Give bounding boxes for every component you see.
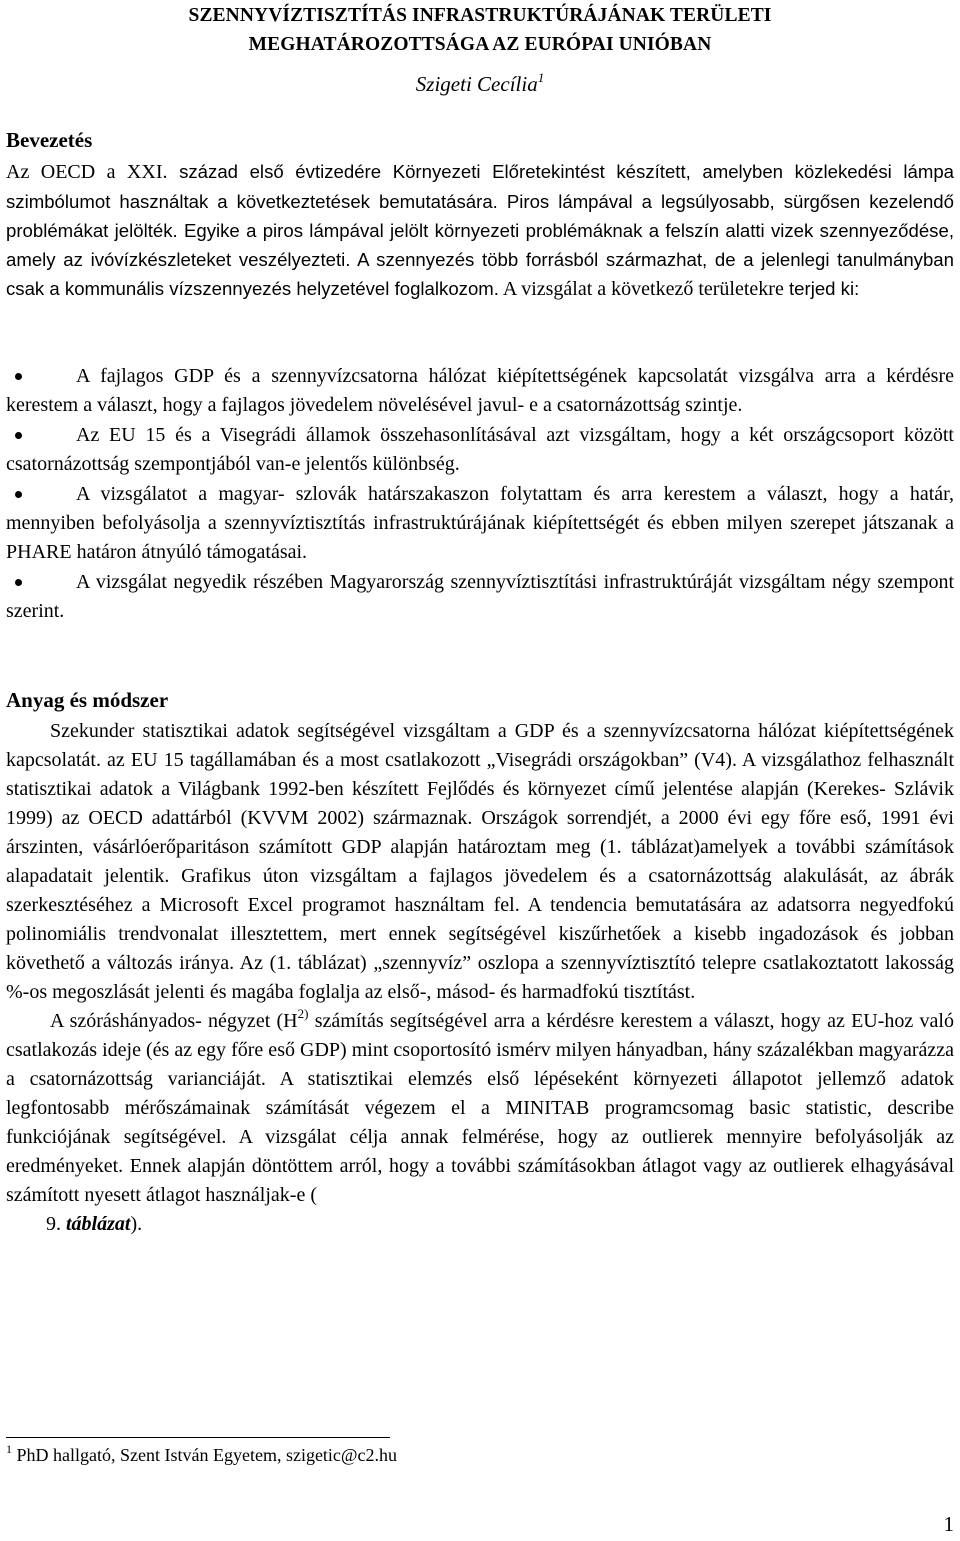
methods-paragraph-3: 9. táblázat).	[46, 1213, 143, 1235]
methods-body	[6, 717, 954, 1239]
intro-body: század első évtizedére Környezeti Előretekintést készített, amelyben közlekedési lámpa szimbólumot használtak a következtetések bemutatására. Piros lámpával a legsúlyosabb, sürgősen kezelendő problémákat jelölték. Egyike a piros lámpával jelölt környezeti problémáknak a felszín alatti vizek szennyeződése, amely az ivóvízkészleteket veszélyezteti. A szennyezés több forrásból származhat, de a jelenlegi tanulmányban csak a kommunális vízszennyezés helyzetével foglalkozom.	[6, 161, 954, 299]
superscript: 2)	[297, 1006, 309, 1021]
footnote	[6, 1442, 397, 1466]
bullet-text: A vizsgálat negyedik részében Magyarország szennyvíztisztítási infrastruktúráját vizsgáltam négy szempont szerint.	[6, 571, 954, 622]
bullet-icon	[15, 491, 22, 498]
title-line-2: MEGHATÁROZOTTSÁGA AZ EURÓPAI UNIÓBAN	[248, 34, 712, 55]
title-line-1: SZENNYVÍZTISZTÍTÁS INFRASTRUKTÚRÁJÁNAK TERÜLETI	[188, 5, 772, 26]
bullet-text: Az EU 15 és a Visegrádi államok összehasonlításával azt vizsgáltam, hogy a két országcsoport között csatornázottság szempontjából van-e jelentős különbség.	[6, 424, 954, 475]
author-name: Szigeti Cecília	[415, 72, 538, 96]
methods-paragraph-1: Szekunder statisztikai adatok segítségével vizsgáltam a GDP és a szennyvízcsatorna hálózat kiépítettségének kapcsolatát. az EU 15 tagállamában és a most csatlakozott „Visegrádi országokban” (V4). A vizsgálathoz felhasznált statisztikai adatok a Világbank 1992-ben készített Fejlődés és környezet című jelentése alapján (Kerekes- Szlávik 1999) az OECD adattárból (KVVM 2002) származnak. Országok sorrendjét, a 2000 évi egy főre eső, 1991 évi árszinten, vásárlóerőparitáson számított GDP alapján határoztam meg (1. táblázat)amelyek a további számítások alapadatait jelentik. Grafikus úton vizsgáltam a fajlagos jövedelem és a csatornázottság alakulását, az ábrák szerkesztéséhez a Microsoft Excel programot használtam fel. A tendencia bemutatására az adatsorra negyedfokú polinomiális trendvonalat illesztettem, mert ennek segítségével kiszűrhetőek a kisebb ingadozások és jobban követhető a változás iránya. Az (1. táblázat) „szennyvíz” oszlopa a szennyvíztisztító telepre csatlakoztatott lakosság %-os megoszlását jelenti és magába foglalja az első-, másod- és harmadfokú tisztítást.	[6, 720, 954, 1003]
author-footnote-mark: 1	[537, 70, 545, 85]
bullet-text: A vizsgálatot a magyar- szlovák határszakaszon folytattam és arra kerestem a választ, hogy a határ, mennyiben befolyásolja a szennyvíztisztítás infrastruktúrájának kiépítettségét és ebben milyen szerepet játszanak a PHARE határon átnyúló támogatásai.	[6, 483, 954, 563]
bullet-icon	[15, 373, 22, 380]
table-reference: táblázat	[66, 1213, 131, 1235]
list-item	[6, 362, 954, 420]
footnote-mark: 1	[6, 1442, 12, 1456]
intro-end: terjed ki:	[783, 278, 860, 299]
bullet-icon	[15, 432, 22, 439]
scope-bullet-list	[6, 362, 954, 627]
bullet-text: A fajlagos GDP és a szennyvízcsatorna hálózat kiépítettségének kapcsolatát vizsgálva arra a kérdésre kerestem a választ, hogy a fajlagos jövedelem növelésével javul- e a csatornázottság szintje.	[6, 365, 954, 416]
footnote-text: PhD hallgató, Szent István Egyetem, szigetic@c2.hu	[12, 1445, 397, 1465]
author-line	[0, 72, 960, 97]
footnote-divider	[6, 1437, 390, 1438]
bullet-icon	[15, 579, 22, 586]
list-item	[6, 480, 954, 567]
page-number: 1	[943, 1512, 954, 1536]
list-item	[6, 421, 954, 479]
methods-paragraph-2: A szóráshányados- négyzet ($H^{2)}$ számítás segítségével arra a kérdésre kerestem a választ, hogy az EU-hoz való csatlakozás ideje (és az egy főre eső GDP) mint csoportosító ismérv milyen hányadban, hány százalékban magyarázza a csatornázottság varianciáját. A statisztikai elemzés első lépéseként környezeti állapotot jellemző adatok legfontosabb mérőszámainak számítását végezem el a MINITAB programcsomag basic statistic, describe funkciójának segítségével. A vizsgálat célja annak felmérése, hogy az outlierek mennyire befolyásolják az eredményeket. Ennek alapján döntöttem arról, hogy a további számításokban átlagot vagy az outlierek elhagyásával számított nyesett átlagot használjak-e (	[6, 1006, 954, 1206]
section-heading-introduction: Bevezetés	[6, 128, 93, 152]
intro-lead: Az OECD a XXI.	[6, 161, 168, 183]
introduction-paragraph	[6, 157, 954, 304]
list-item	[6, 568, 954, 626]
section-heading-methods: Anyag és módszer	[6, 688, 169, 712]
intro-tail: A vizsgálat a következő területekre	[498, 278, 784, 300]
